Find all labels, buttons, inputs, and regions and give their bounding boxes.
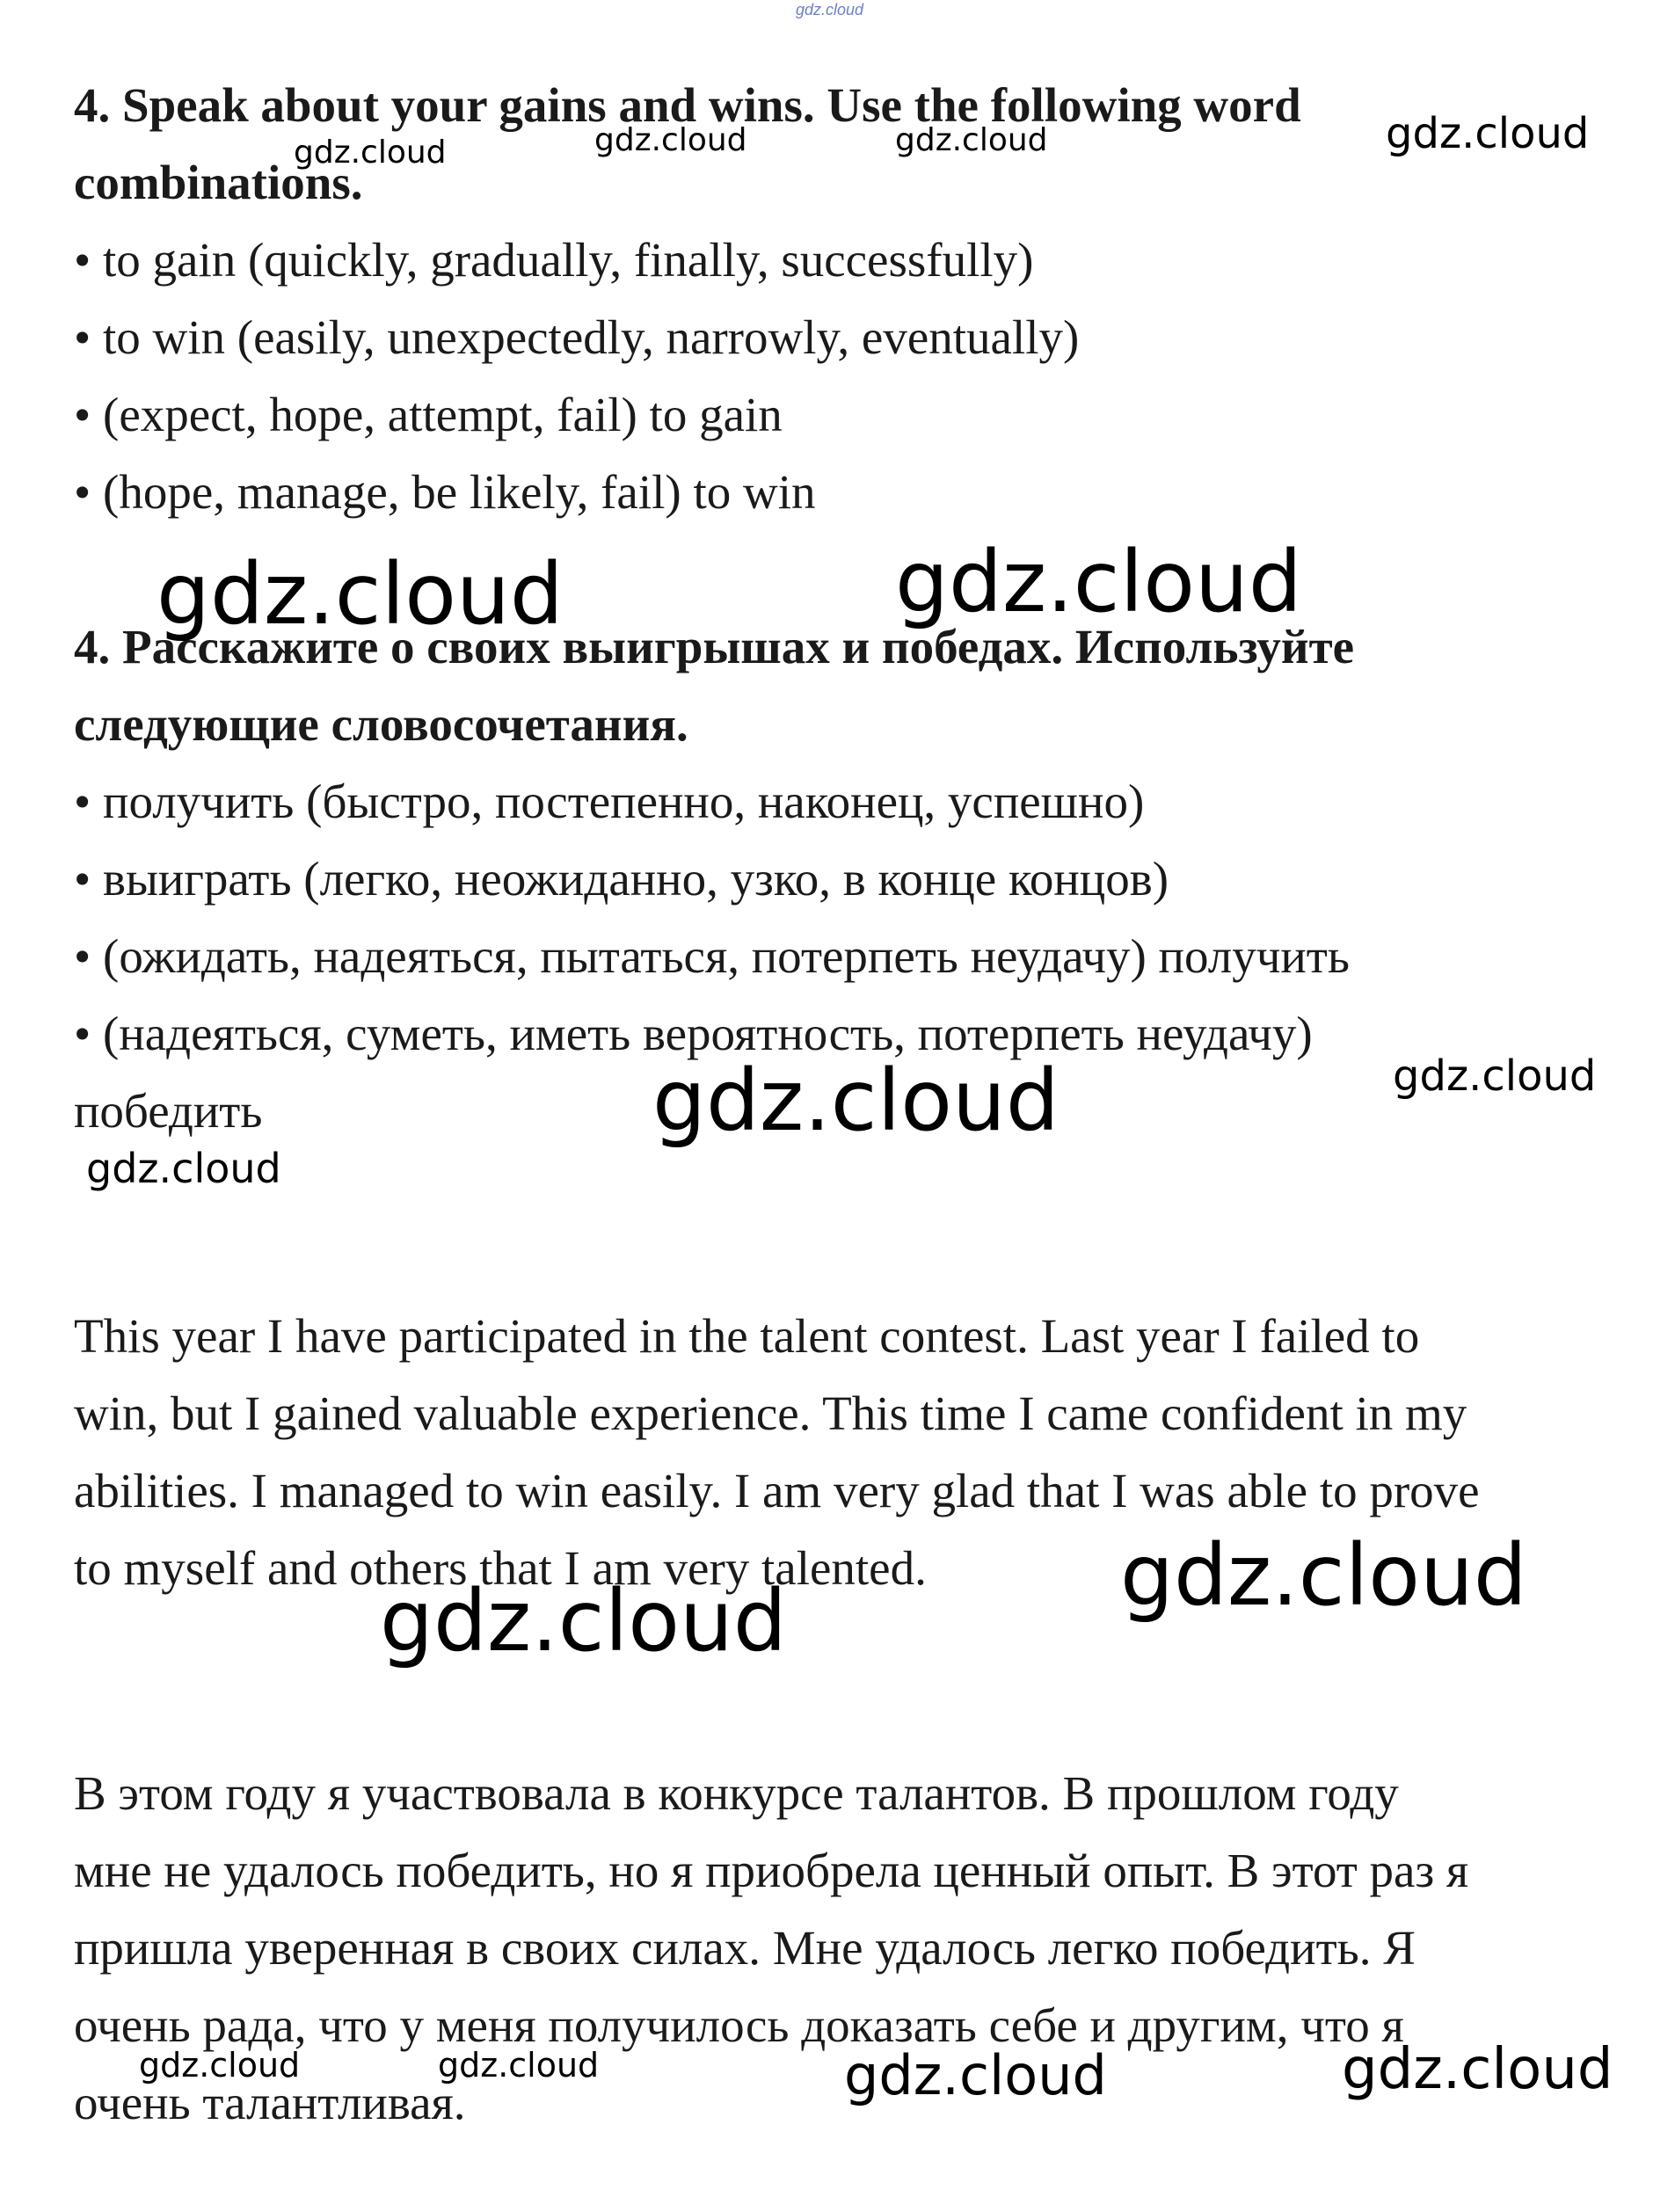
watermark: gdz.cloud [1393,1051,1597,1101]
task-ru-item: • (надеяться, суметь, иметь вероятность, потерпеть неудачу) [74,1007,1313,1060]
answer-en-line: This year I have participated in the talent contest. Last year I failed to [74,1309,1420,1363]
watermark: gdz.cloud [294,135,447,171]
answer-ru-line: В этом году я участвовала в конкурсе талантов. В прошлом году [74,1766,1399,1820]
watermark: gdz.cloud [157,545,564,644]
answer-ru-line: мне не удалось победить, но я приобрела ценный опыт. В этот раз я [74,1844,1469,1897]
answer-ru-line: пришла уверенная в своих силах. Мне удалось легко победить. Я [74,1921,1416,1975]
top-watermark: gdz.cloud [796,1,864,18]
watermark: gdz.cloud [594,122,747,158]
task-ru-item: • (ожидать, надеяться, пытаться, потерпеть неудачу) получить [74,929,1350,983]
watermark: gdz.cloud [1342,2037,1613,2102]
watermark: gdz.cloud [86,1145,281,1192]
task-ru-item: • выиграть (легко, неожиданно, узко, в конце концов) [74,852,1169,906]
answer-en-line: win, but I gained valuable experience. This time I came confident in my [74,1386,1467,1440]
answer-ru-line: очень талантливая. [74,2076,466,2129]
watermark: gdz.cloud [895,122,1048,158]
answer-ru-line: очень рада, что у меня получилось доказать себе и другим, что я [74,1998,1404,2052]
watermark: gdz.cloud [652,1051,1060,1150]
task-en-item: • (expect, hope, attempt, fail) to gain [74,388,783,441]
watermark: gdz.cloud [844,2043,1107,2107]
watermark: gdz.cloud [380,1572,787,1670]
task-en-item: • to win (easily, unexpectedly, narrowly, eventually) [74,310,1080,364]
watermark: gdz.cloud [1120,1526,1527,1625]
task-ru-item: • получить (быстро, постепенно, наконец, успешно) [74,775,1145,828]
task-ru-heading-line1: 4. Расскажите о своих выигрышах и победах. Используйте [74,620,1355,673]
answer-en-line: abilities. I managed to win easily. I am very glad that I was able to prove [74,1464,1480,1517]
watermark: gdz.cloud [139,2046,301,2085]
watermark: gdz.cloud [895,533,1302,631]
task-ru-item-continuation: победить [74,1084,263,1138]
watermark: gdz.cloud [1386,109,1590,158]
task-en-heading-line1: 4. Speak about your gains and wins. Use the following word [74,78,1301,132]
task-en-item: • (hope, manage, be likely, fail) to win [74,465,816,519]
watermark: gdz.cloud [438,2046,600,2085]
task-en-heading-line2: combinations. [74,156,363,209]
task-en-item: • to gain (quickly, gradually, finally, successfully) [74,233,1034,287]
task-ru-heading-line2: следующие словосочетания. [74,697,688,751]
answer-en-line: to myself and others that I am very talented. [74,1541,927,1595]
